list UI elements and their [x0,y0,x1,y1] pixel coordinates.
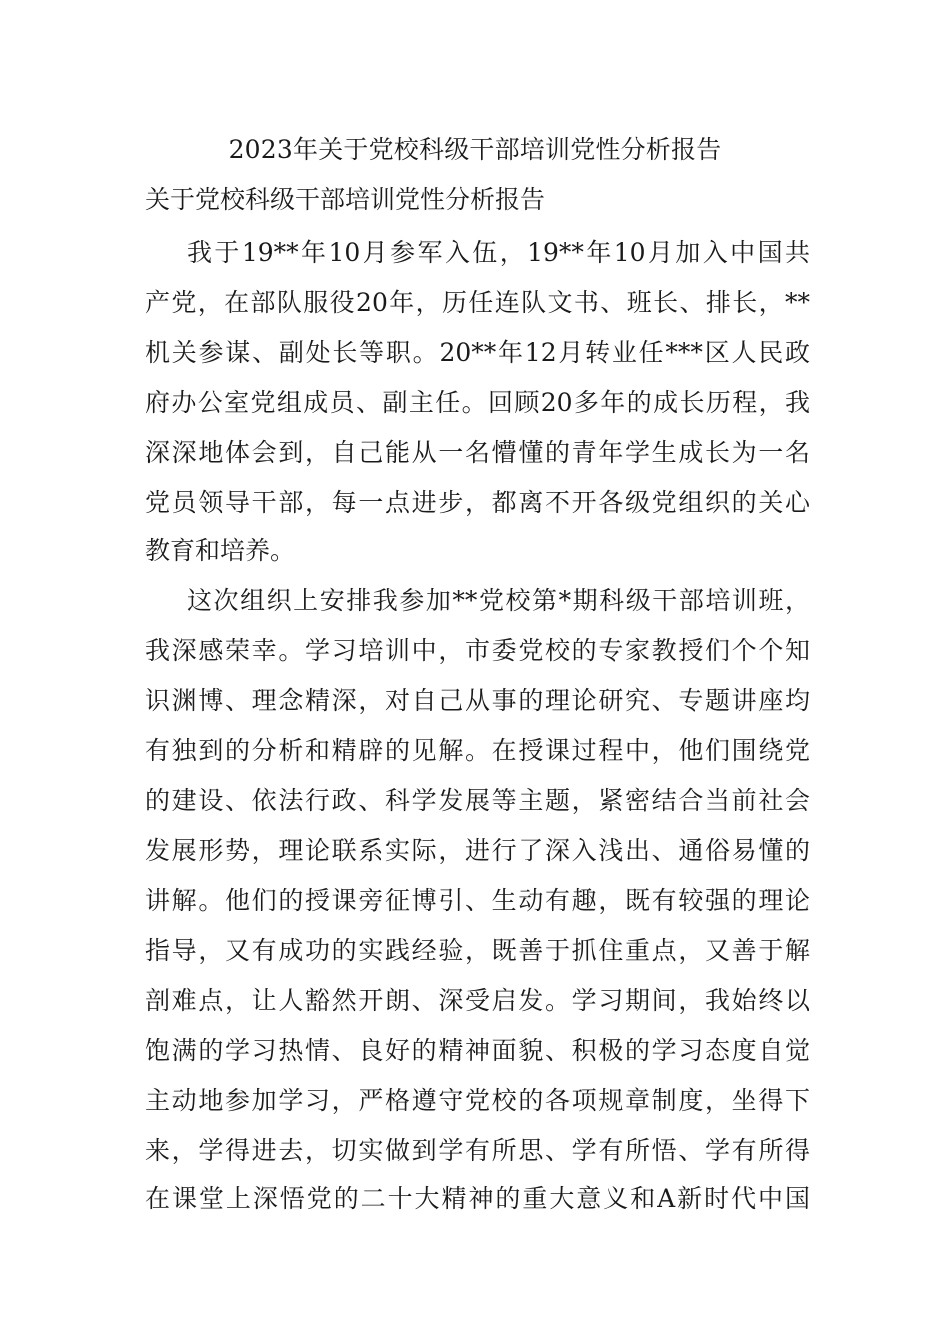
paragraph-1-line-6: 党员领导干部，每一点进步，都离不开各级党组织的关心 [145,488,810,517]
paragraph-2-line-8: 指导，又有成功的实践经验，既善于抓住重点，又善于解 [145,936,810,965]
paragraph-2-line-13: 在课堂上深悟党的二十大精神的重大意义和A新时代中国 [145,1184,810,1213]
paragraph-2-line-5: 的建设、依法行政、科学发展等主题，紧密结合当前社会 [145,786,810,815]
paragraph-2-line-4: 有独到的分析和精辟的见解。在授课过程中，他们围绕党 [145,736,810,765]
paragraph-2-line-2: 我深感荣幸。学习培训中，市委党校的专家教授们个个知 [145,636,810,665]
paragraph-2-line-12: 来，学得进去，切实做到学有所思、学有所悟、学有所得 [145,1136,810,1165]
paragraph-1-line-4: 府办公室党组成员、副主任。回顾20多年的成长历程，我 [145,388,810,417]
paragraph-2-line-6: 发展形势，理论联系实际，进行了深入浅出、通俗易懂的 [145,836,810,865]
paragraph-1-line-5: 深深地体会到，自己能从一名懵懂的青年学生成长为一名 [145,438,810,467]
paragraph-1-line-2: 产党，在部队服役20年，历任连队文书、班长、排长，** [145,288,810,317]
paragraph-1-line-1: 我于19**年10月参军入伍，19**年10月加入中国共 [187,238,810,267]
paragraph-2-line-11: 主动地参加学习，严格遵守党校的各项规章制度，坐得下 [145,1086,810,1115]
paragraph-2-line-7: 讲解。他们的授课旁征博引、生动有趣，既有较强的理论 [145,886,810,915]
paragraph-2-line-3: 识渊博、理念精深，对自己从事的理论研究、专题讲座均 [145,686,810,715]
paragraph-1-line-7: 教育和培养。 [145,536,296,565]
document-title: 2023年关于党校科级干部培训党性分析报告 [228,135,722,164]
paragraph-2-line-1: 这次组织上安排我参加**党校第*期科级干部培训班， [187,586,810,615]
paragraph-1-line-3: 机关参谋、副处长等职。20**年12月转业任***区人民政 [145,338,810,367]
document-subtitle: 关于党校科级干部培训党性分析报告 [145,185,546,214]
paragraph-2-line-10: 饱满的学习热情、良好的精神面貌、积极的学习态度自觉 [145,1036,810,1065]
paragraph-2-line-9: 剖难点，让人豁然开朗、深受启发。学习期间，我始终以 [145,986,810,1015]
